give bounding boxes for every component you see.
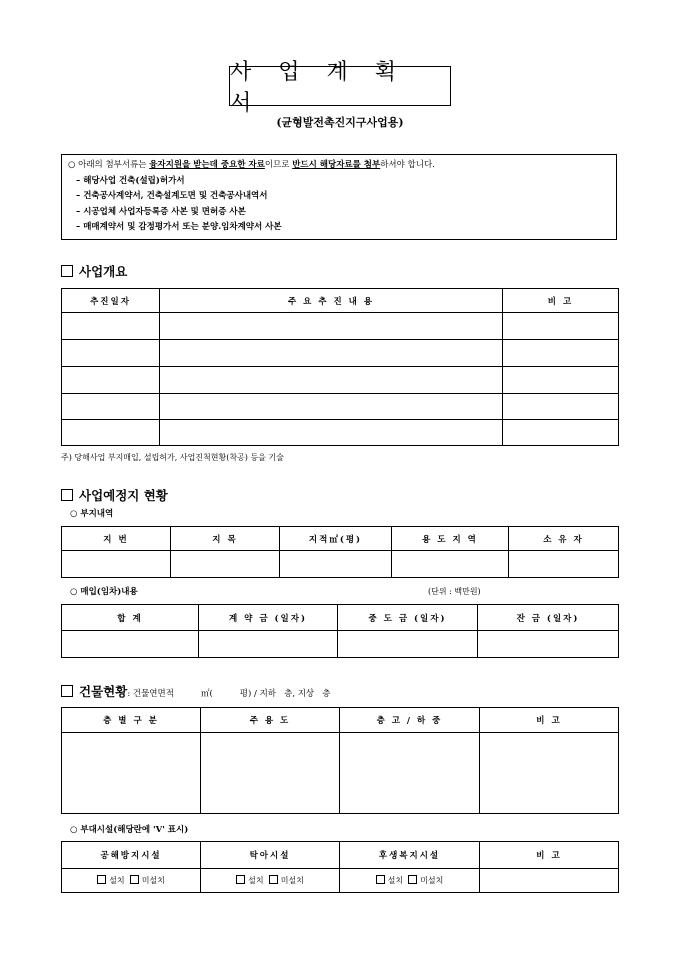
section-box-icon [61, 685, 73, 697]
table-cell[interactable] [503, 420, 619, 446]
table-row [62, 340, 619, 367]
overview-note: 주) 당해사업 부지매입, 설립허가, 사업진척현황(착공) 등을 기술 [61, 453, 284, 462]
table-row [62, 733, 619, 814]
table-cell[interactable] [201, 733, 340, 814]
land-header-owner: 소 유 자 [509, 527, 619, 551]
table-cell[interactable] [509, 551, 619, 578]
purchase-header-balance: 잔 금 (일자) [478, 605, 619, 631]
table-cell[interactable] [503, 394, 619, 420]
page-title: 사 업 계 획 서 [229, 66, 451, 106]
table-cell[interactable] [62, 394, 160, 420]
table-cell[interactable] [62, 631, 199, 658]
site-heading-text: 사업예정지 현황 [79, 488, 168, 503]
childcare-options [201, 869, 340, 893]
notice-item: – 해당사업 건축(설립)허가서 [76, 175, 185, 186]
purchase-header-total: 합 계 [62, 605, 199, 631]
option-label: 설치 [387, 876, 404, 885]
table-cell[interactable] [480, 733, 619, 814]
table-cell[interactable] [199, 631, 338, 658]
checkbox-not-installed[interactable] [408, 875, 417, 884]
table-cell[interactable] [160, 367, 503, 394]
checkbox-not-installed[interactable] [269, 875, 278, 884]
table-header-row [62, 605, 619, 631]
building-header-use: 주 용 도 [201, 708, 340, 733]
overview-heading [61, 262, 127, 280]
overview-header-remarks: 비 고 [503, 289, 619, 313]
building-header-floor: 층 별 구 분 [62, 708, 201, 733]
facility-label: ○ 부대시설(해당란에 'V' 표시) [70, 825, 189, 835]
table-cell[interactable] [392, 551, 509, 578]
notice-intro-emphasis-2: 반드시 해당자료를 첨부 [292, 160, 381, 170]
table-cell[interactable] [62, 313, 160, 340]
purchase-table [61, 604, 619, 658]
checkbox-installed[interactable] [236, 875, 245, 884]
checkbox-installed[interactable] [376, 875, 385, 884]
facility-table [61, 841, 619, 893]
table-row [62, 313, 619, 340]
table-cell[interactable] [62, 733, 201, 814]
table-cell[interactable] [171, 551, 280, 578]
facility-header-pollution: 공해방지시설 [62, 842, 201, 869]
purchase-header-interim: 중 도 금 (일자) [338, 605, 478, 631]
table-cell[interactable] [338, 631, 478, 658]
notice-intro-pre: ○ 아래의 첨부서류는 [68, 160, 147, 170]
table-cell[interactable] [340, 733, 480, 814]
land-header-area: 지적㎡(평) [280, 527, 392, 551]
table-cell[interactable] [62, 420, 160, 446]
purchase-header-deposit: 계 약 금 (일자) [199, 605, 338, 631]
table-header-row [62, 527, 619, 551]
table-cell[interactable] [480, 869, 619, 893]
table-header-row [62, 289, 619, 313]
section-box-icon [61, 265, 73, 277]
land-header-category: 지 목 [171, 527, 280, 551]
building-header-remarks: 비 고 [480, 708, 619, 733]
pollution-options [62, 869, 201, 893]
land-header-lot: 지 번 [62, 527, 171, 551]
table-cell[interactable] [280, 551, 392, 578]
table-row [62, 367, 619, 394]
notice-item: – 시공업체 사업자등록증 사본 및 면허증 사본 [76, 206, 246, 217]
option-label: 미설치 [420, 876, 444, 885]
attachment-notice [61, 154, 617, 240]
notice-intro [68, 158, 610, 174]
table-row [62, 869, 619, 893]
notice-intro-mid: 이므로 [264, 160, 290, 170]
table-cell[interactable] [160, 420, 503, 446]
section-box-icon [61, 489, 73, 501]
welfare-options [340, 869, 480, 893]
table-cell[interactable] [160, 394, 503, 420]
table-row [62, 631, 619, 658]
building-header-height: 층 고 / 하 중 [340, 708, 480, 733]
land-label: ○ 부지내역 [70, 509, 114, 519]
table-cell[interactable] [503, 313, 619, 340]
table-cell[interactable] [503, 367, 619, 394]
table-cell[interactable] [62, 340, 160, 367]
site-heading [61, 486, 168, 504]
overview-header-content: 주 요 추 진 내 용 [160, 289, 503, 313]
table-row [62, 551, 619, 578]
building-summary: : 건물연면적 ㎡( 평) / 지하 층, 지상 층 [127, 689, 331, 699]
table-cell[interactable] [62, 551, 171, 578]
building-heading [61, 682, 330, 700]
land-header-zone: 용 도 지 역 [392, 527, 509, 551]
facility-header-welfare: 후생복지시설 [340, 842, 480, 869]
table-header-row [62, 708, 619, 733]
table-cell[interactable] [503, 340, 619, 367]
table-cell[interactable] [478, 631, 619, 658]
checkbox-installed[interactable] [97, 875, 106, 884]
option-label: 미설치 [280, 876, 304, 885]
table-cell[interactable] [62, 367, 160, 394]
notice-item: – 매매계약서 및 감정평가서 또는 분양․임차계약서 사본 [76, 222, 282, 232]
table-row [62, 394, 619, 420]
table-cell[interactable] [160, 340, 503, 367]
overview-heading-text: 사업개요 [79, 264, 128, 279]
option-label: 미설치 [141, 876, 165, 885]
overview-table [61, 288, 619, 446]
checkbox-not-installed[interactable] [130, 875, 139, 884]
building-table [61, 707, 619, 814]
notice-intro-emphasis-1: 융자지원을 받는데 중요한 자료 [149, 160, 265, 170]
notice-intro-post: 하셔야 합니다. [380, 160, 435, 170]
overview-header-date: 추진일자 [62, 289, 160, 313]
facility-header-childcare: 탁아시설 [201, 842, 340, 869]
option-label: 설치 [109, 876, 125, 885]
notice-item: – 건축공사계약서, 건축설계도면 및 건축공사내역서 [76, 191, 268, 201]
table-cell[interactable] [160, 313, 503, 340]
land-table [61, 526, 619, 578]
table-header-row [62, 842, 619, 869]
purchase-label: ○ 매입(임차)내용 [70, 587, 138, 597]
unit-label: (단위 : 백만원) [428, 587, 481, 596]
page-subtitle: (균형발전촉진지구사업용) [276, 116, 404, 129]
facility-header-remarks: 비 고 [480, 842, 619, 869]
option-label: 설치 [248, 876, 264, 885]
table-row [62, 420, 619, 446]
building-heading-text: 건물현황 [79, 684, 128, 699]
